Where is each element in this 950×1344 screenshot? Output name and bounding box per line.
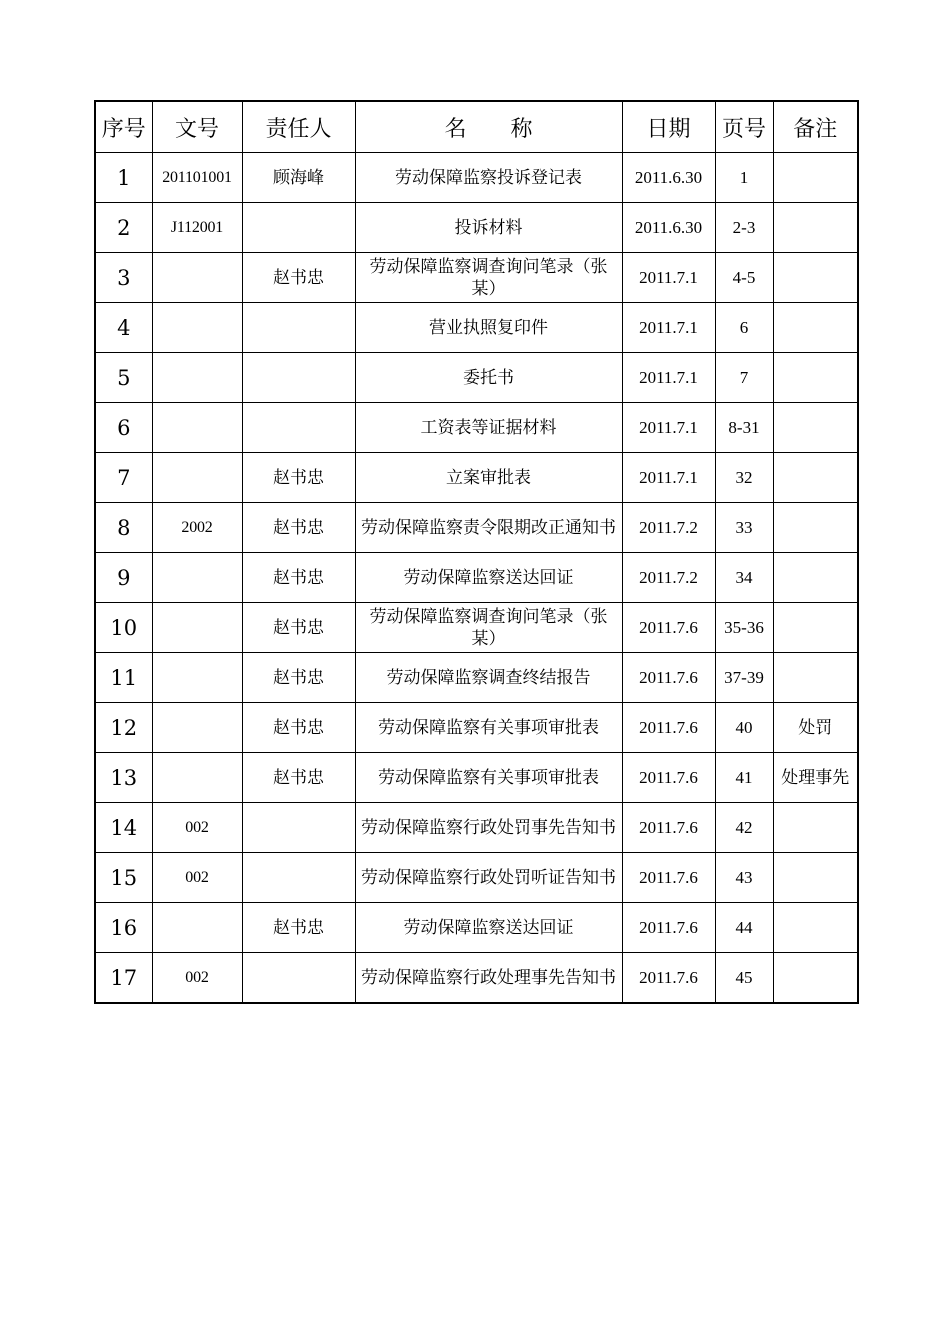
cell-person xyxy=(242,953,355,1004)
cell-name: 劳动保障监察送达回证 xyxy=(355,553,622,603)
cell-remark: 处罚 xyxy=(773,703,858,753)
table-row xyxy=(95,853,858,903)
header-remark: 备注 xyxy=(773,101,858,153)
table-row xyxy=(95,803,858,853)
cell-person: 赵书忠 xyxy=(242,603,355,653)
cell-remark xyxy=(773,353,858,403)
table-row xyxy=(95,453,858,503)
header-name: 名 称 xyxy=(355,101,622,153)
cell-date: 2011.7.6 xyxy=(622,703,715,753)
cell-person: 赵书忠 xyxy=(242,253,355,303)
cell-date: 2011.7.1 xyxy=(622,303,715,353)
cell-name: 委托书 xyxy=(355,353,622,403)
table-row xyxy=(95,903,858,953)
cell-name: 劳动保障监察责令限期改正通知书 xyxy=(355,503,622,553)
cell-name: 劳动保障监察有关事项审批表 xyxy=(355,753,622,803)
cell-date: 2011.7.2 xyxy=(622,503,715,553)
cell-seq: 3 xyxy=(95,253,152,303)
cell-date: 2011.7.6 xyxy=(622,803,715,853)
cell-seq: 13 xyxy=(95,753,152,803)
cell-remark xyxy=(773,853,858,903)
cell-docno xyxy=(152,253,242,303)
cell-remark xyxy=(773,553,858,603)
table-row xyxy=(95,553,858,603)
header-person: 责任人 xyxy=(242,101,355,153)
cell-docno xyxy=(152,303,242,353)
cell-docno xyxy=(152,453,242,503)
cell-seq: 5 xyxy=(95,353,152,403)
cell-date: 2011.7.2 xyxy=(622,553,715,603)
table-row xyxy=(95,703,858,753)
cell-remark xyxy=(773,303,858,353)
cell-date: 2011.7.6 xyxy=(622,853,715,903)
cell-date: 2011.7.6 xyxy=(622,903,715,953)
cell-remark: 处理事先 xyxy=(773,753,858,803)
cell-date: 2011.6.30 xyxy=(622,203,715,253)
table-row xyxy=(95,403,858,453)
cell-name: 劳动保障监察行政处罚听证告知书 xyxy=(355,853,622,903)
table-row xyxy=(95,953,858,1004)
cell-docno xyxy=(152,353,242,403)
cell-seq: 7 xyxy=(95,453,152,503)
cell-page: 4-5 xyxy=(715,253,773,303)
cell-page: 6 xyxy=(715,303,773,353)
header-date: 日期 xyxy=(622,101,715,153)
cell-person: 赵书忠 xyxy=(242,453,355,503)
cell-remark xyxy=(773,503,858,553)
cell-remark xyxy=(773,953,858,1004)
cell-docno: 201101001 xyxy=(152,153,242,203)
cell-docno xyxy=(152,903,242,953)
cell-page: 32 xyxy=(715,453,773,503)
cell-page: 8-31 xyxy=(715,403,773,453)
cell-page: 2-3 xyxy=(715,203,773,253)
cell-remark xyxy=(773,803,858,853)
cell-seq: 17 xyxy=(95,953,152,1004)
cell-seq: 9 xyxy=(95,553,152,603)
cell-person xyxy=(242,403,355,453)
table-row xyxy=(95,753,858,803)
document-index-table xyxy=(94,100,859,1004)
cell-seq: 12 xyxy=(95,703,152,753)
cell-name: 劳动保障监察有关事项审批表 xyxy=(355,703,622,753)
cell-remark xyxy=(773,203,858,253)
cell-seq: 14 xyxy=(95,803,152,853)
cell-name: 劳动保障监察投诉登记表 xyxy=(355,153,622,203)
cell-remark xyxy=(773,653,858,703)
cell-seq: 8 xyxy=(95,503,152,553)
table-row xyxy=(95,303,858,353)
cell-docno xyxy=(152,553,242,603)
cell-name: 工资表等证据材料 xyxy=(355,403,622,453)
cell-date: 2011.7.1 xyxy=(622,453,715,503)
cell-page: 41 xyxy=(715,753,773,803)
cell-name: 劳动保障监察行政处理事先告知书 xyxy=(355,953,622,1004)
cell-page: 42 xyxy=(715,803,773,853)
cell-person: 赵书忠 xyxy=(242,653,355,703)
cell-docno xyxy=(152,653,242,703)
cell-docno: 002 xyxy=(152,853,242,903)
cell-person xyxy=(242,353,355,403)
cell-page: 35-36 xyxy=(715,603,773,653)
table-body xyxy=(95,153,858,1004)
cell-person: 顾海峰 xyxy=(242,153,355,203)
header-docno: 文号 xyxy=(152,101,242,153)
cell-page: 44 xyxy=(715,903,773,953)
cell-person: 赵书忠 xyxy=(242,553,355,603)
header-page: 页号 xyxy=(715,101,773,153)
cell-docno xyxy=(152,603,242,653)
cell-docno: 2002 xyxy=(152,503,242,553)
cell-person: 赵书忠 xyxy=(242,903,355,953)
cell-page: 34 xyxy=(715,553,773,603)
cell-date: 2011.7.1 xyxy=(622,253,715,303)
cell-remark xyxy=(773,903,858,953)
cell-person: 赵书忠 xyxy=(242,753,355,803)
cell-name: 劳动保障监察送达回证 xyxy=(355,903,622,953)
cell-remark xyxy=(773,153,858,203)
cell-name: 营业执照复印件 xyxy=(355,303,622,353)
cell-docno xyxy=(152,753,242,803)
cell-seq: 2 xyxy=(95,203,152,253)
cell-remark xyxy=(773,453,858,503)
cell-date: 2011.7.6 xyxy=(622,753,715,803)
cell-docno xyxy=(152,403,242,453)
cell-page: 1 xyxy=(715,153,773,203)
cell-remark xyxy=(773,603,858,653)
cell-date: 2011.7.6 xyxy=(622,953,715,1004)
cell-page: 7 xyxy=(715,353,773,403)
cell-date: 2011.7.1 xyxy=(622,353,715,403)
cell-name: 劳动保障监察调查终结报告 xyxy=(355,653,622,703)
cell-remark xyxy=(773,403,858,453)
cell-remark xyxy=(773,253,858,303)
cell-seq: 6 xyxy=(95,403,152,453)
cell-seq: 4 xyxy=(95,303,152,353)
cell-seq: 10 xyxy=(95,603,152,653)
cell-person xyxy=(242,303,355,353)
table-row xyxy=(95,153,858,203)
header-row xyxy=(95,101,858,153)
table-row xyxy=(95,253,858,303)
cell-name: 劳动保障监察行政处罚事先告知书 xyxy=(355,803,622,853)
cell-docno: 002 xyxy=(152,803,242,853)
table-row xyxy=(95,203,858,253)
cell-person: 赵书忠 xyxy=(242,503,355,553)
cell-seq: 16 xyxy=(95,903,152,953)
cell-date: 2011.6.30 xyxy=(622,153,715,203)
cell-person xyxy=(242,853,355,903)
cell-page: 37-39 xyxy=(715,653,773,703)
table-row xyxy=(95,353,858,403)
header-seq: 序号 xyxy=(95,101,152,153)
table-row xyxy=(95,503,858,553)
cell-person xyxy=(242,203,355,253)
cell-page: 45 xyxy=(715,953,773,1004)
cell-seq: 1 xyxy=(95,153,152,203)
cell-person: 赵书忠 xyxy=(242,703,355,753)
table-row xyxy=(95,603,858,653)
cell-seq: 11 xyxy=(95,653,152,703)
cell-docno xyxy=(152,703,242,753)
cell-docno: 002 xyxy=(152,953,242,1004)
cell-name: 投诉材料 xyxy=(355,203,622,253)
cell-page: 43 xyxy=(715,853,773,903)
cell-person xyxy=(242,803,355,853)
cell-docno: J112001 xyxy=(152,203,242,253)
cell-date: 2011.7.6 xyxy=(622,653,715,703)
cell-date: 2011.7.6 xyxy=(622,603,715,653)
cell-date: 2011.7.1 xyxy=(622,403,715,453)
cell-name: 劳动保障监察调查询问笔录（张某） xyxy=(355,253,622,303)
cell-name: 立案审批表 xyxy=(355,453,622,503)
cell-page: 40 xyxy=(715,703,773,753)
cell-page: 33 xyxy=(715,503,773,553)
cell-name: 劳动保障监察调查询问笔录（张某） xyxy=(355,603,622,653)
table-row xyxy=(95,653,858,703)
cell-seq: 15 xyxy=(95,853,152,903)
